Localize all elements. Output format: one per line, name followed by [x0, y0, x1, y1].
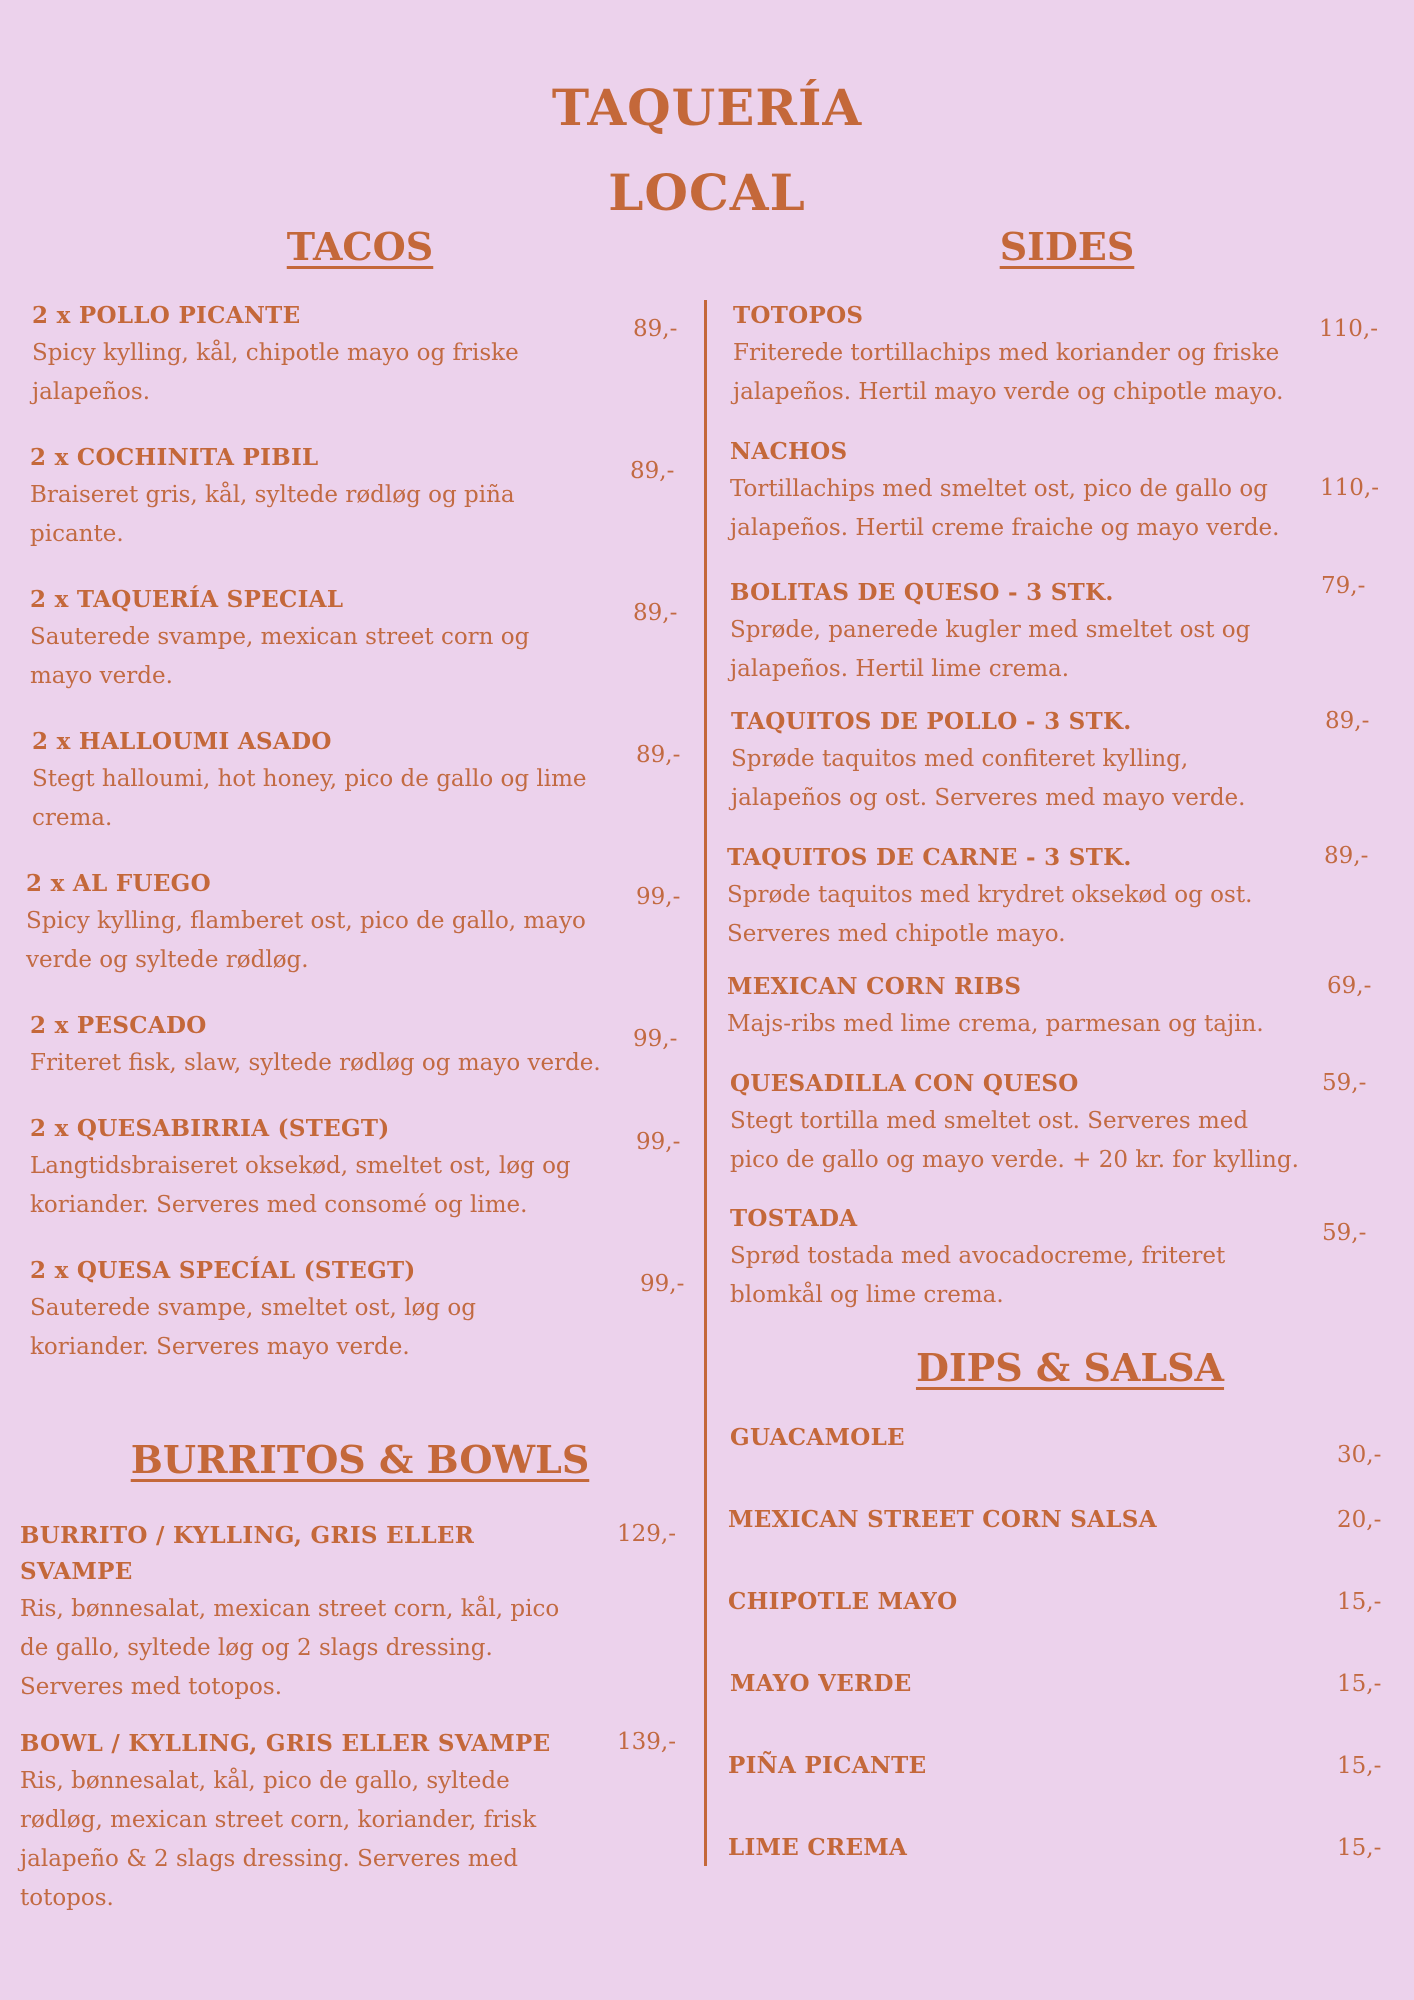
item-price: 89,- [630, 458, 675, 484]
dip-price: 15,- [1337, 1589, 1382, 1615]
burritos-heading: BURRITOS & BOWLS [130, 1437, 590, 1482]
menu-item-taquitos-de-pollo [731, 704, 1286, 818]
item-price: 129,- [617, 1521, 676, 1547]
item-description: Majs-ribs med lime crema, parmesan og tajin. [727, 1011, 1264, 1037]
dip-price: 15,- [1337, 1671, 1382, 1697]
item-name: TOTOPOS [733, 302, 864, 329]
item-description: Ris, bønnesalat, mexican street corn, kål, pico de gallo, syltede løg og 2 slags dressing. Serveres med totopos. [20, 1596, 560, 1700]
dip-price: 15,- [1337, 1753, 1382, 1779]
dip-mayo-verde: MAYO VERDE [730, 1670, 912, 1697]
menu-item-quesadilla-con-queso [730, 1066, 1300, 1180]
item-price: 139,- [617, 1729, 676, 1755]
item-description: Stegt tortilla med smeltet ost. Serveres med pico de gallo og mayo verde. + 20 kr. for kylling. [730, 1108, 1299, 1173]
item-price: 59,- [1322, 1070, 1367, 1096]
item-description: Sauterede svampe, smeltet ost, løg og koriander. Serveres mayo verde. [30, 1295, 476, 1360]
menu-item-totopos [733, 298, 1288, 412]
restaurant-name-line2: LOCAL [608, 163, 806, 222]
menu-item-taqueria-special [30, 582, 585, 696]
item-name: 2 x TAQUERÍA SPECIAL [30, 586, 344, 613]
dip-guacamole: GUACAMOLE [730, 1424, 905, 1451]
menu-item-nachos [730, 434, 1285, 548]
item-name: QUESADILLA CON QUESO [730, 1070, 1079, 1097]
item-description: Sauterede svampe, mexican street corn og mayo verde. [30, 624, 530, 689]
menu-item-bolitas-de-queso [730, 575, 1285, 689]
menu-item-al-fuego [26, 866, 586, 980]
item-description: Braiseret gris, kål, syltede rødløg og piña picante. [30, 482, 515, 547]
item-description: Sprøde taquitos med krydret oksekød og ost. Serveres med chipotle mayo. [727, 882, 1253, 947]
menu-item-burrito [20, 1518, 590, 1707]
item-name: MEXICAN CORN RIBS [727, 973, 1022, 1000]
item-price: 89,- [1324, 843, 1369, 869]
menu-item-pescado [30, 1008, 620, 1083]
item-name: 2 x POLLO PICANTE [32, 302, 301, 329]
menu-item-taquitos-de-carne [727, 840, 1282, 954]
menu-item-halloumi-asado [32, 724, 592, 838]
menu-item-bowl [20, 1726, 595, 1918]
item-price: 89,- [633, 600, 678, 626]
item-price: 110,- [1319, 316, 1378, 342]
item-name: 2 x COCHINITA PIBIL [30, 444, 319, 471]
sides-heading: SIDES [999, 224, 1135, 269]
item-name: BOWL / KYLLING, GRIS ELLER SVAMPE [20, 1730, 551, 1757]
tacos-heading: TACOS [286, 224, 434, 269]
item-description: Stegt halloumi, hot honey, pico de gallo og lime crema. [32, 766, 587, 831]
dips-heading: DIPS & SALSA [915, 1345, 1225, 1390]
item-price: 99,- [633, 1026, 678, 1052]
item-price: 99,- [636, 884, 681, 910]
item-description: Sprød tostada med avocadocreme, friteret blomkål og lime crema. [730, 1243, 1226, 1308]
item-price: 99,- [636, 1129, 681, 1155]
item-description: Friteret fisk, slaw, syltede rødløg og mayo verde. [30, 1050, 601, 1076]
item-price: 110,- [1320, 475, 1379, 501]
restaurant-name-line1: TAQUERÍA [551, 78, 863, 137]
item-description: Spicy kylling, flamberet ost, pico de gallo, mayo verde og syltede rødløg. [26, 908, 586, 973]
dip-price: 20,- [1337, 1507, 1382, 1533]
item-description: Friterede tortillachips med koriander og friske jalapeños. Hertil mayo verde og chipotle mayo. [733, 340, 1284, 405]
item-name: 2 x QUESABIRRIA (STEGT) [30, 1115, 390, 1142]
item-name: 2 x AL FUEGO [26, 870, 211, 897]
dip-pina-picante: PIÑA PICANTE [728, 1752, 927, 1779]
item-price: 89,- [1325, 708, 1370, 734]
item-name: TAQUITOS DE POLLO - 3 STK. [731, 708, 1132, 735]
column-divider [704, 300, 707, 1866]
item-name: NACHOS [730, 438, 848, 465]
menu-item-pollo-picante [32, 298, 587, 412]
item-name: TOSTADA [730, 1205, 858, 1232]
item-price: 59,- [1322, 1220, 1367, 1246]
item-name: 2 x QUESA SPECÍAL (STEGT) [30, 1257, 416, 1284]
item-description: Sprøde taquitos med confiteret kylling, jalapeños og ost. Serveres med mayo verde. [731, 746, 1246, 811]
dip-lime-crema: LIME CREMA [728, 1834, 908, 1861]
menu-item-quesa-special [30, 1253, 580, 1367]
item-price: 99,- [640, 1271, 685, 1297]
item-price: 69,- [1327, 973, 1372, 999]
menu-item-quesabirria [30, 1111, 585, 1225]
item-price: 79,- [1321, 573, 1366, 599]
menu-item-cochinita-pibil [30, 440, 585, 554]
dip-chipotle-mayo: CHIPOTLE MAYO [728, 1588, 958, 1615]
item-price: 89,- [636, 742, 681, 768]
item-price: 89,- [633, 316, 678, 342]
dip-price: 15,- [1337, 1835, 1382, 1861]
menu-item-tostada [730, 1201, 1285, 1315]
item-name: 2 x PESCADO [30, 1012, 207, 1039]
dip-price: 30,- [1337, 1442, 1382, 1468]
item-name: TAQUITOS DE CARNE - 3 STK. [727, 844, 1132, 871]
menu-item-mexican-corn-ribs [727, 969, 1297, 1044]
dip-mexican-street-corn-salsa: MEXICAN STREET CORN SALSA [728, 1506, 1157, 1533]
item-name: BOLITAS DE QUESO - 3 STK. [730, 579, 1114, 606]
item-description: Langtidsbraiseret oksekød, smeltet ost, løg og koriander. Serveres med consomé og lime. [30, 1153, 571, 1218]
item-description: Spicy kylling, kål, chipotle mayo og friske jalapeños. [32, 340, 519, 405]
item-name: 2 x HALLOUMI ASADO [32, 728, 332, 755]
item-description: Sprøde, panerede kugler med smeltet ost og jalapeños. Hertil lime crema. [730, 617, 1251, 682]
item-description: Ris, bønnesalat, kål, pico de gallo, syltede rødløg, mexican street corn, koriander, frisk jalapeño & 2 slags dressing. Serveres med totopos. [20, 1768, 537, 1911]
item-name: BURRITO / KYLLING, GRIS ELLER SVAMPE [20, 1522, 475, 1585]
item-description: Tortillachips med smeltet ost, pico de gallo og jalapeños. Hertil creme fraiche og mayo verde. [730, 476, 1280, 541]
